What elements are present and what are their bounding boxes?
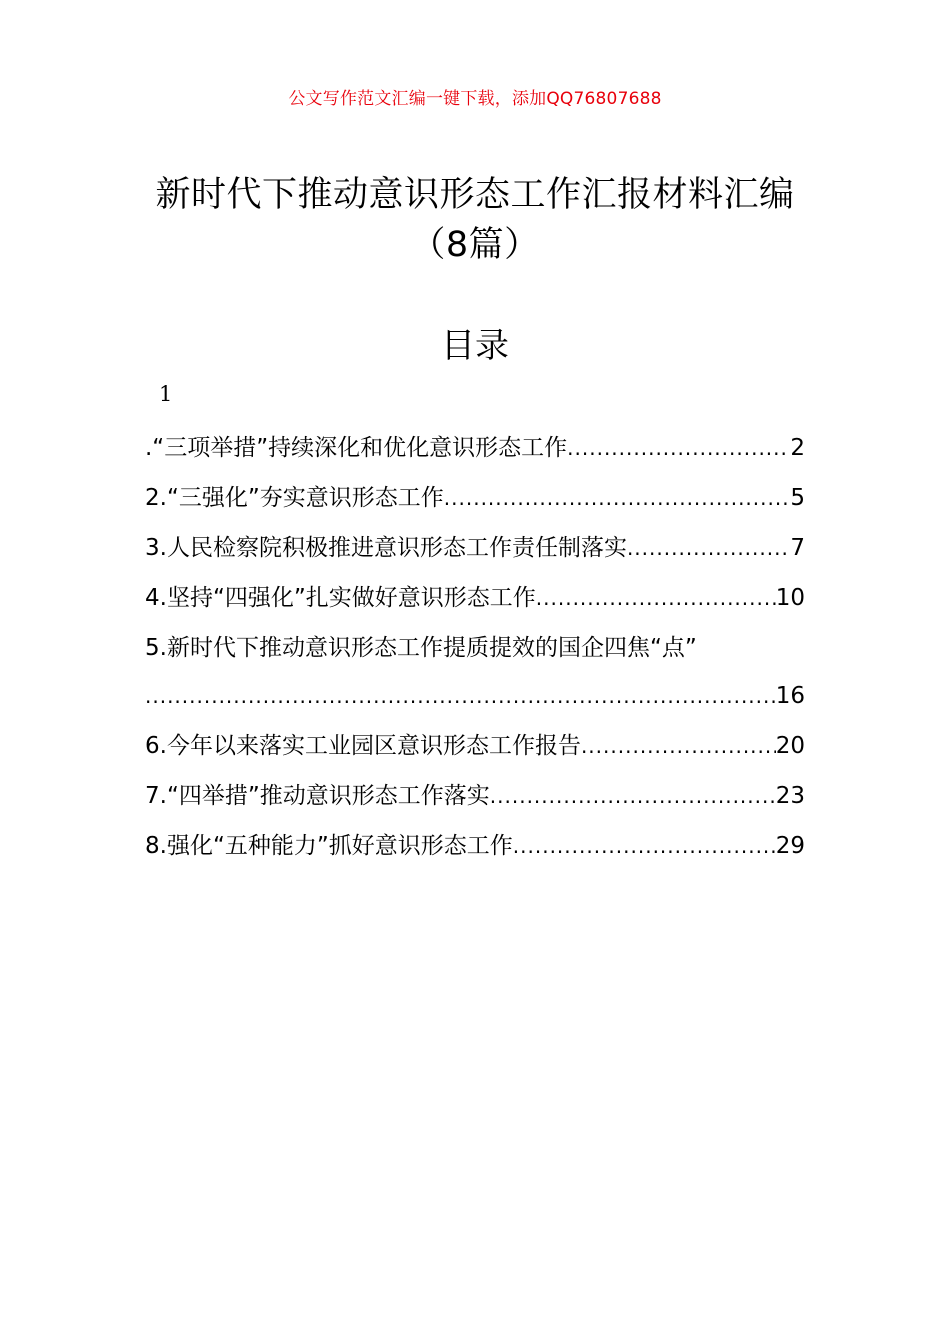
- toc-entry-page: 23: [775, 783, 805, 809]
- toc-leader-dots: [567, 423, 790, 473]
- toc-entry-page: 5: [790, 485, 805, 511]
- document-title: [0, 170, 950, 270]
- toc-entry-5-continuation[interactable]: [145, 671, 805, 721]
- toc-leader-dots: [581, 721, 776, 771]
- toc-entry-4[interactable]: [145, 573, 805, 623]
- toc-entry-page: 16: [775, 683, 805, 709]
- toc-entry-title: 3.人民检察院积极推进意识形态工作责任制落实: [145, 535, 627, 561]
- toc-entry-6[interactable]: [145, 721, 805, 771]
- toc-entry-title: 8.强化“五种能力”抓好意识形态工作: [145, 833, 513, 859]
- toc-entry-title: .“三项举措”持续深化和优化意识形态工作: [145, 435, 568, 461]
- toc-entry-7[interactable]: [145, 771, 805, 821]
- download-banner: 公文写作范文汇编一键下载，添加QQ76807688: [288, 89, 662, 109]
- toc-leader-dots: [490, 771, 776, 821]
- toc-leader-dots: [627, 523, 790, 573]
- toc-entry-2[interactable]: [145, 473, 805, 523]
- toc-leader-dots: [536, 573, 776, 623]
- toc-entry-title: 4.坚持“四强化”扎实做好意识形态工作: [145, 585, 536, 611]
- toc-entry-title: 6.今年以来落实工业园区意识形态工作报告: [145, 733, 581, 759]
- toc-entry-1[interactable]: [145, 423, 805, 473]
- table-of-contents: [145, 423, 805, 871]
- toc-entry-page: 7: [790, 535, 805, 561]
- toc-leader-dots: [513, 821, 776, 871]
- toc-heading: 目录: [441, 326, 509, 366]
- toc-entry-8[interactable]: [145, 821, 805, 871]
- toc-leader-dots: [444, 473, 791, 523]
- toc-entry-page: 2: [790, 435, 805, 461]
- toc-entry-page: 10: [775, 585, 805, 611]
- toc-entry-5[interactable]: [145, 623, 805, 671]
- title-line-2: （8篇）: [410, 225, 540, 265]
- toc-entry-3[interactable]: [145, 523, 805, 573]
- title-line-1: 新时代下推动意识形态工作汇报材料汇编: [155, 175, 795, 215]
- list-number: 1: [159, 382, 173, 406]
- toc-entry-page: 29: [775, 833, 805, 859]
- toc-entry-title: 5.新时代下推动意识形态工作提质提效的国企四焦“点”: [145, 635, 697, 661]
- toc-entry-title: 2.“三强化”夯实意识形态工作: [145, 485, 444, 511]
- toc-entry-title: 7.“四举措”推动意识形态工作落实: [145, 783, 490, 809]
- toc-entry-page: 20: [775, 733, 805, 759]
- toc-leader-dots: [145, 671, 776, 721]
